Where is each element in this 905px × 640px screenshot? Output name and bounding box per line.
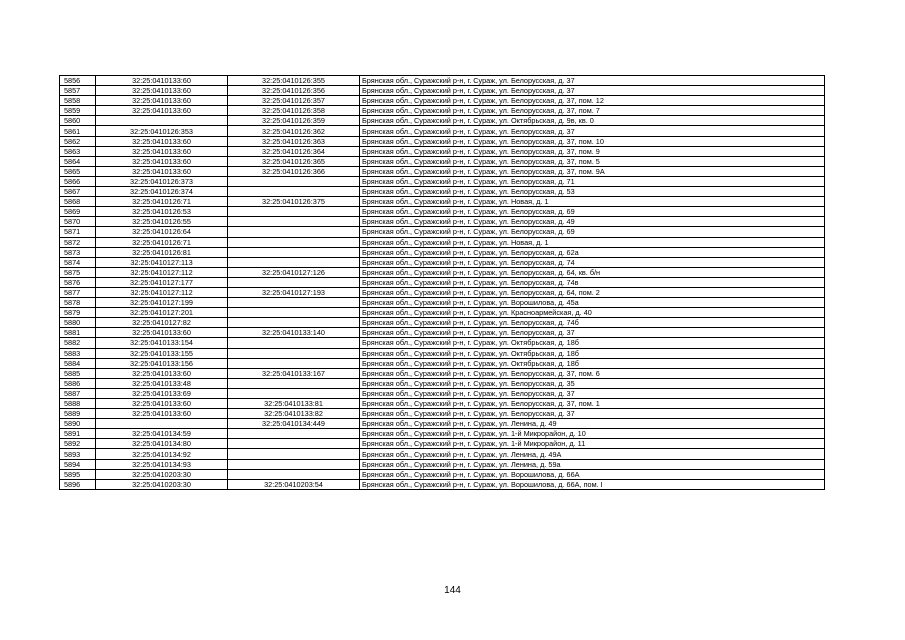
row-number-cell: 5868	[60, 197, 96, 207]
row-number-cell: 5876	[60, 277, 96, 287]
cadastral-number-cell	[228, 449, 360, 459]
parent-cadastral-number-cell: 32:25:0410133:155	[96, 348, 228, 358]
address-cell: Брянская обл., Суражский р-н, г. Сураж, ул. Белорусская, д. 37, пом. 10	[360, 136, 825, 146]
row-number-cell: 5865	[60, 166, 96, 176]
table-row	[60, 257, 825, 267]
table-row	[60, 217, 825, 227]
table-row	[60, 378, 825, 388]
address-cell: Брянская обл., Суражский р-н, г. Сураж, ул. Октябрьская, д. 18б	[360, 338, 825, 348]
address-cell: Брянская обл., Суражский р-н, г. Сураж, ул. Белорусская, д. 37, пом. 9	[360, 146, 825, 156]
address-cell: Брянская обл., Суражский р-н, г. Сураж, ул. 1-й Микрорайон, д. 11	[360, 439, 825, 449]
parent-cadastral-number-cell: 32:25:0410133:60	[96, 409, 228, 419]
address-cell: Брянская обл., Суражский р-н, г. Сураж, ул. Белорусская, д. 62а	[360, 247, 825, 257]
table-row	[60, 176, 825, 186]
parent-cadastral-number-cell: 32:25:0410133:60	[96, 328, 228, 338]
parent-cadastral-number-cell	[96, 116, 228, 126]
parent-cadastral-number-cell: 32:25:0410126:53	[96, 207, 228, 217]
address-cell: Брянская обл., Суражский р-н, г. Сураж, ул. Новая, д. 1	[360, 237, 825, 247]
table-row	[60, 146, 825, 156]
row-number-cell: 5890	[60, 419, 96, 429]
parent-cadastral-number-cell: 32:25:0410126:71	[96, 197, 228, 207]
parent-cadastral-number-cell: 32:25:0410203:30	[96, 479, 228, 489]
row-number-cell: 5867	[60, 187, 96, 197]
parent-cadastral-number-cell: 32:25:0410126:374	[96, 187, 228, 197]
table-row	[60, 156, 825, 166]
table-row	[60, 399, 825, 409]
table-row	[60, 429, 825, 439]
cadastral-number-cell	[228, 298, 360, 308]
parent-cadastral-number-cell: 32:25:0410127:199	[96, 298, 228, 308]
address-cell: Брянская обл., Суражский р-н, г. Сураж, ул. Белорусская, д. 49	[360, 217, 825, 227]
table-row	[60, 479, 825, 489]
row-number-cell: 5858	[60, 96, 96, 106]
address-cell: Брянская обл., Суражский р-н, г. Сураж, ул. Белорусская, д. 74б	[360, 318, 825, 328]
address-cell: Брянская обл., Суражский р-н, г. Сураж, ул. Белорусская, д. 37, пом. 6	[360, 368, 825, 378]
parent-cadastral-number-cell: 32:25:0410134:92	[96, 449, 228, 459]
address-cell: Брянская обл., Суражский р-н, г. Сураж, ул. Белорусская, д. 37, пом. 5	[360, 156, 825, 166]
table-row	[60, 439, 825, 449]
property-register-table	[59, 75, 825, 490]
cadastral-number-cell: 32:25:0410126:365	[228, 156, 360, 166]
row-number-cell: 5887	[60, 388, 96, 398]
address-cell: Брянская обл., Суражский р-н, г. Сураж, ул. Белорусская, д. 37, пом. 9А	[360, 166, 825, 176]
parent-cadastral-number-cell: 32:25:0410133:60	[96, 86, 228, 96]
parent-cadastral-number-cell: 32:25:0410127:201	[96, 308, 228, 318]
address-cell: Брянская обл., Суражский р-н, г. Сураж, ул. Ворошилова, д. 66А, пом. I	[360, 479, 825, 489]
table-row	[60, 298, 825, 308]
address-cell: Брянская обл., Суражский р-н, г. Сураж, ул. Новая, д. 1	[360, 197, 825, 207]
address-cell: Брянская обл., Суражский р-н, г. Сураж, ул. 1-й Микрорайон, д. 10	[360, 429, 825, 439]
cadastral-number-cell	[228, 429, 360, 439]
address-cell: Брянская обл., Суражский р-н, г. Сураж, ул. Ворошилова, д. 45а	[360, 298, 825, 308]
cadastral-number-cell: 32:25:0410126:366	[228, 166, 360, 176]
table-row	[60, 136, 825, 146]
row-number-cell: 5877	[60, 287, 96, 297]
row-number-cell: 5888	[60, 399, 96, 409]
address-cell: Брянская обл., Суражский р-н, г. Сураж, ул. Белорусская, д. 37, пом. 7	[360, 106, 825, 116]
row-number-cell: 5856	[60, 76, 96, 86]
address-cell: Брянская обл., Суражский р-н, г. Сураж, ул. Красноармейская, д. 40	[360, 308, 825, 318]
row-number-cell: 5878	[60, 298, 96, 308]
parent-cadastral-number-cell: 32:25:0410126:64	[96, 227, 228, 237]
table-body	[60, 76, 825, 490]
row-number-cell: 5880	[60, 318, 96, 328]
row-number-cell: 5862	[60, 136, 96, 146]
parent-cadastral-number-cell: 32:25:0410133:60	[96, 368, 228, 378]
parent-cadastral-number-cell: 32:25:0410134:59	[96, 429, 228, 439]
cadastral-number-cell: 32:25:0410133:81	[228, 399, 360, 409]
cadastral-number-cell	[228, 187, 360, 197]
row-number-cell: 5861	[60, 126, 96, 136]
parent-cadastral-number-cell: 32:25:0410133:60	[96, 166, 228, 176]
cadastral-number-cell: 32:25:0410126:355	[228, 76, 360, 86]
parent-cadastral-number-cell: 32:25:0410203:30	[96, 469, 228, 479]
parent-cadastral-number-cell: 32:25:0410127:112	[96, 267, 228, 277]
cadastral-number-cell	[228, 348, 360, 358]
cadastral-number-cell: 32:25:0410127:126	[228, 267, 360, 277]
address-cell: Брянская обл., Суражский р-н, г. Сураж, ул. Белорусская, д. 74	[360, 257, 825, 267]
cadastral-number-cell	[228, 237, 360, 247]
table-row	[60, 308, 825, 318]
cadastral-number-cell	[228, 217, 360, 227]
table-row	[60, 116, 825, 126]
table-row	[60, 227, 825, 237]
parent-cadastral-number-cell: 32:25:0410133:60	[96, 96, 228, 106]
row-number-cell: 5864	[60, 156, 96, 166]
cadastral-number-cell: 32:25:0410126:364	[228, 146, 360, 156]
row-number-cell: 5892	[60, 439, 96, 449]
address-cell: Брянская обл., Суражский р-н, г. Сураж, ул. Белорусская, д. 64, кв. б/н	[360, 267, 825, 277]
table-row	[60, 409, 825, 419]
parent-cadastral-number-cell: 32:25:0410133:60	[96, 136, 228, 146]
cadastral-number-cell: 32:25:0410134:449	[228, 419, 360, 429]
row-number-cell: 5895	[60, 469, 96, 479]
address-cell: Брянская обл., Суражский р-н, г. Сураж, ул. Ленина, д. 49	[360, 419, 825, 429]
parent-cadastral-number-cell: 32:25:0410127:177	[96, 277, 228, 287]
row-number-cell: 5869	[60, 207, 96, 217]
cadastral-number-cell: 32:25:0410133:140	[228, 328, 360, 338]
cadastral-number-cell	[228, 318, 360, 328]
cadastral-number-cell	[228, 277, 360, 287]
cadastral-number-cell	[228, 247, 360, 257]
page-number: 144	[444, 585, 461, 596]
row-number-cell: 5884	[60, 358, 96, 368]
address-cell: Брянская обл., Суражский р-н, г. Сураж, ул. Белорусская, д. 69	[360, 207, 825, 217]
table-row	[60, 388, 825, 398]
parent-cadastral-number-cell	[96, 419, 228, 429]
table-row	[60, 419, 825, 429]
cadastral-number-cell	[228, 358, 360, 368]
row-number-cell: 5889	[60, 409, 96, 419]
cadastral-number-cell	[228, 378, 360, 388]
row-number-cell: 5874	[60, 257, 96, 267]
address-cell: Брянская обл., Суражский р-н, г. Сураж, ул. Ленина, д. 59а	[360, 459, 825, 469]
cadastral-number-cell	[228, 308, 360, 318]
parent-cadastral-number-cell: 32:25:0410133:60	[96, 106, 228, 116]
address-cell: Брянская обл., Суражский р-н, г. Сураж, ул. Белорусская, д. 71	[360, 176, 825, 186]
address-cell: Брянская обл., Суражский р-н, г. Сураж, ул. Октябрьская, д. 9в, кв. 0	[360, 116, 825, 126]
address-cell: Брянская обл., Суражский р-н, г. Сураж, ул. Белорусская, д. 37	[360, 126, 825, 136]
table-row	[60, 207, 825, 217]
parent-cadastral-number-cell: 32:25:0410133:156	[96, 358, 228, 368]
parent-cadastral-number-cell: 32:25:0410126:353	[96, 126, 228, 136]
row-number-cell: 5896	[60, 479, 96, 489]
parent-cadastral-number-cell: 32:25:0410133:60	[96, 76, 228, 86]
table-row	[60, 106, 825, 116]
table-row	[60, 237, 825, 247]
address-cell: Брянская обл., Суражский р-н, г. Сураж, ул. Белорусская, д. 64, пом. 2	[360, 287, 825, 297]
address-cell: Брянская обл., Суражский р-н, г. Сураж, ул. Октябрьская, д. 18б	[360, 348, 825, 358]
cadastral-number-cell: 32:25:0410126:363	[228, 136, 360, 146]
address-cell: Брянская обл., Суражский р-н, г. Сураж, ул. Октябрьская, д. 18б	[360, 358, 825, 368]
row-number-cell: 5863	[60, 146, 96, 156]
address-cell: Брянская обл., Суражский р-н, г. Сураж, ул. Белорусская, д. 37, пом. 12	[360, 96, 825, 106]
cadastral-number-cell: 32:25:0410126:358	[228, 106, 360, 116]
row-number-cell: 5859	[60, 106, 96, 116]
table-row	[60, 247, 825, 257]
table-row	[60, 277, 825, 287]
cadastral-number-cell: 32:25:0410126:357	[228, 96, 360, 106]
row-number-cell: 5866	[60, 176, 96, 186]
table-row	[60, 348, 825, 358]
table-row	[60, 197, 825, 207]
cadastral-number-cell: 32:25:0410126:359	[228, 116, 360, 126]
row-number-cell: 5881	[60, 328, 96, 338]
parent-cadastral-number-cell: 32:25:0410133:60	[96, 399, 228, 409]
table-row	[60, 96, 825, 106]
address-cell: Брянская обл., Суражский р-н, г. Сураж, ул. Белорусская, д. 74в	[360, 277, 825, 287]
cadastral-number-cell	[228, 469, 360, 479]
cadastral-number-cell: 32:25:0410133:82	[228, 409, 360, 419]
table-row	[60, 126, 825, 136]
row-number-cell: 5883	[60, 348, 96, 358]
row-number-cell: 5886	[60, 378, 96, 388]
parent-cadastral-number-cell: 32:25:0410133:60	[96, 156, 228, 166]
address-cell: Брянская обл., Суражский р-н, г. Сураж, ул. Белорусская, д. 37, пом. 1	[360, 399, 825, 409]
address-cell: Брянская обл., Суражский р-н, г. Сураж, ул. Ворошилова, д. 66А	[360, 469, 825, 479]
table-row	[60, 368, 825, 378]
parent-cadastral-number-cell: 32:25:0410126:55	[96, 217, 228, 227]
parent-cadastral-number-cell: 32:25:0410133:60	[96, 146, 228, 156]
address-cell: Брянская обл., Суражский р-н, г. Сураж, ул. Белорусская, д. 53	[360, 187, 825, 197]
cadastral-number-cell	[228, 257, 360, 267]
row-number-cell: 5879	[60, 308, 96, 318]
parent-cadastral-number-cell: 32:25:0410126:373	[96, 176, 228, 186]
cadastral-number-cell	[228, 227, 360, 237]
table-row	[60, 318, 825, 328]
parent-cadastral-number-cell: 32:25:0410126:71	[96, 237, 228, 247]
cadastral-number-cell: 32:25:0410126:375	[228, 197, 360, 207]
row-number-cell: 5885	[60, 368, 96, 378]
parent-cadastral-number-cell: 32:25:0410134:80	[96, 439, 228, 449]
address-cell: Брянская обл., Суражский р-н, г. Сураж, ул. Белорусская, д. 37	[360, 409, 825, 419]
cadastral-number-cell	[228, 459, 360, 469]
parent-cadastral-number-cell: 32:25:0410133:48	[96, 378, 228, 388]
row-number-cell: 5871	[60, 227, 96, 237]
row-number-cell: 5894	[60, 459, 96, 469]
table-row	[60, 76, 825, 86]
cadastral-number-cell: 32:25:0410127:193	[228, 287, 360, 297]
table-row	[60, 459, 825, 469]
parent-cadastral-number-cell: 32:25:0410127:82	[96, 318, 228, 328]
table-row	[60, 166, 825, 176]
address-cell: Брянская обл., Суражский р-н, г. Сураж, ул. Белорусская, д. 37	[360, 328, 825, 338]
parent-cadastral-number-cell: 32:25:0410133:154	[96, 338, 228, 348]
cadastral-number-cell: 32:25:0410126:362	[228, 126, 360, 136]
row-number-cell: 5882	[60, 338, 96, 348]
row-number-cell: 5857	[60, 86, 96, 96]
table-row	[60, 358, 825, 368]
address-cell: Брянская обл., Суражский р-н, г. Сураж, ул. Белорусская, д. 69	[360, 227, 825, 237]
table-row	[60, 469, 825, 479]
parent-cadastral-number-cell: 32:25:0410127:112	[96, 287, 228, 297]
row-number-cell: 5873	[60, 247, 96, 257]
table-row	[60, 86, 825, 96]
cadastral-number-cell	[228, 439, 360, 449]
parent-cadastral-number-cell: 32:25:0410127:113	[96, 257, 228, 267]
row-number-cell: 5891	[60, 429, 96, 439]
row-number-cell: 5875	[60, 267, 96, 277]
cadastral-number-cell	[228, 338, 360, 348]
parent-cadastral-number-cell: 32:25:0410134:93	[96, 459, 228, 469]
address-cell: Брянская обл., Суражский р-н, г. Сураж, ул. Белорусская, д. 35	[360, 378, 825, 388]
table-row	[60, 267, 825, 277]
table-row	[60, 338, 825, 348]
row-number-cell: 5872	[60, 237, 96, 247]
address-cell: Брянская обл., Суражский р-н, г. Сураж, ул. Белорусская, д. 37	[360, 388, 825, 398]
table-row	[60, 287, 825, 297]
address-cell: Брянская обл., Суражский р-н, г. Сураж, ул. Ленина, д. 49А	[360, 449, 825, 459]
table-row	[60, 187, 825, 197]
table-row	[60, 328, 825, 338]
parent-cadastral-number-cell: 32:25:0410126:81	[96, 247, 228, 257]
table-row	[60, 449, 825, 459]
cadastral-number-cell: 32:25:0410203:54	[228, 479, 360, 489]
parent-cadastral-number-cell: 32:25:0410133:69	[96, 388, 228, 398]
address-cell: Брянская обл., Суражский р-н, г. Сураж, ул. Белорусская, д. 37	[360, 86, 825, 96]
row-number-cell: 5860	[60, 116, 96, 126]
cadastral-number-cell	[228, 176, 360, 186]
cadastral-number-cell	[228, 388, 360, 398]
address-cell: Брянская обл., Суражский р-н, г. Сураж, ул. Белорусская, д. 37	[360, 76, 825, 86]
row-number-cell: 5870	[60, 217, 96, 227]
cadastral-number-cell: 32:25:0410133:167	[228, 368, 360, 378]
row-number-cell: 5893	[60, 449, 96, 459]
cadastral-number-cell: 32:25:0410126:356	[228, 86, 360, 96]
cadastral-number-cell	[228, 207, 360, 217]
